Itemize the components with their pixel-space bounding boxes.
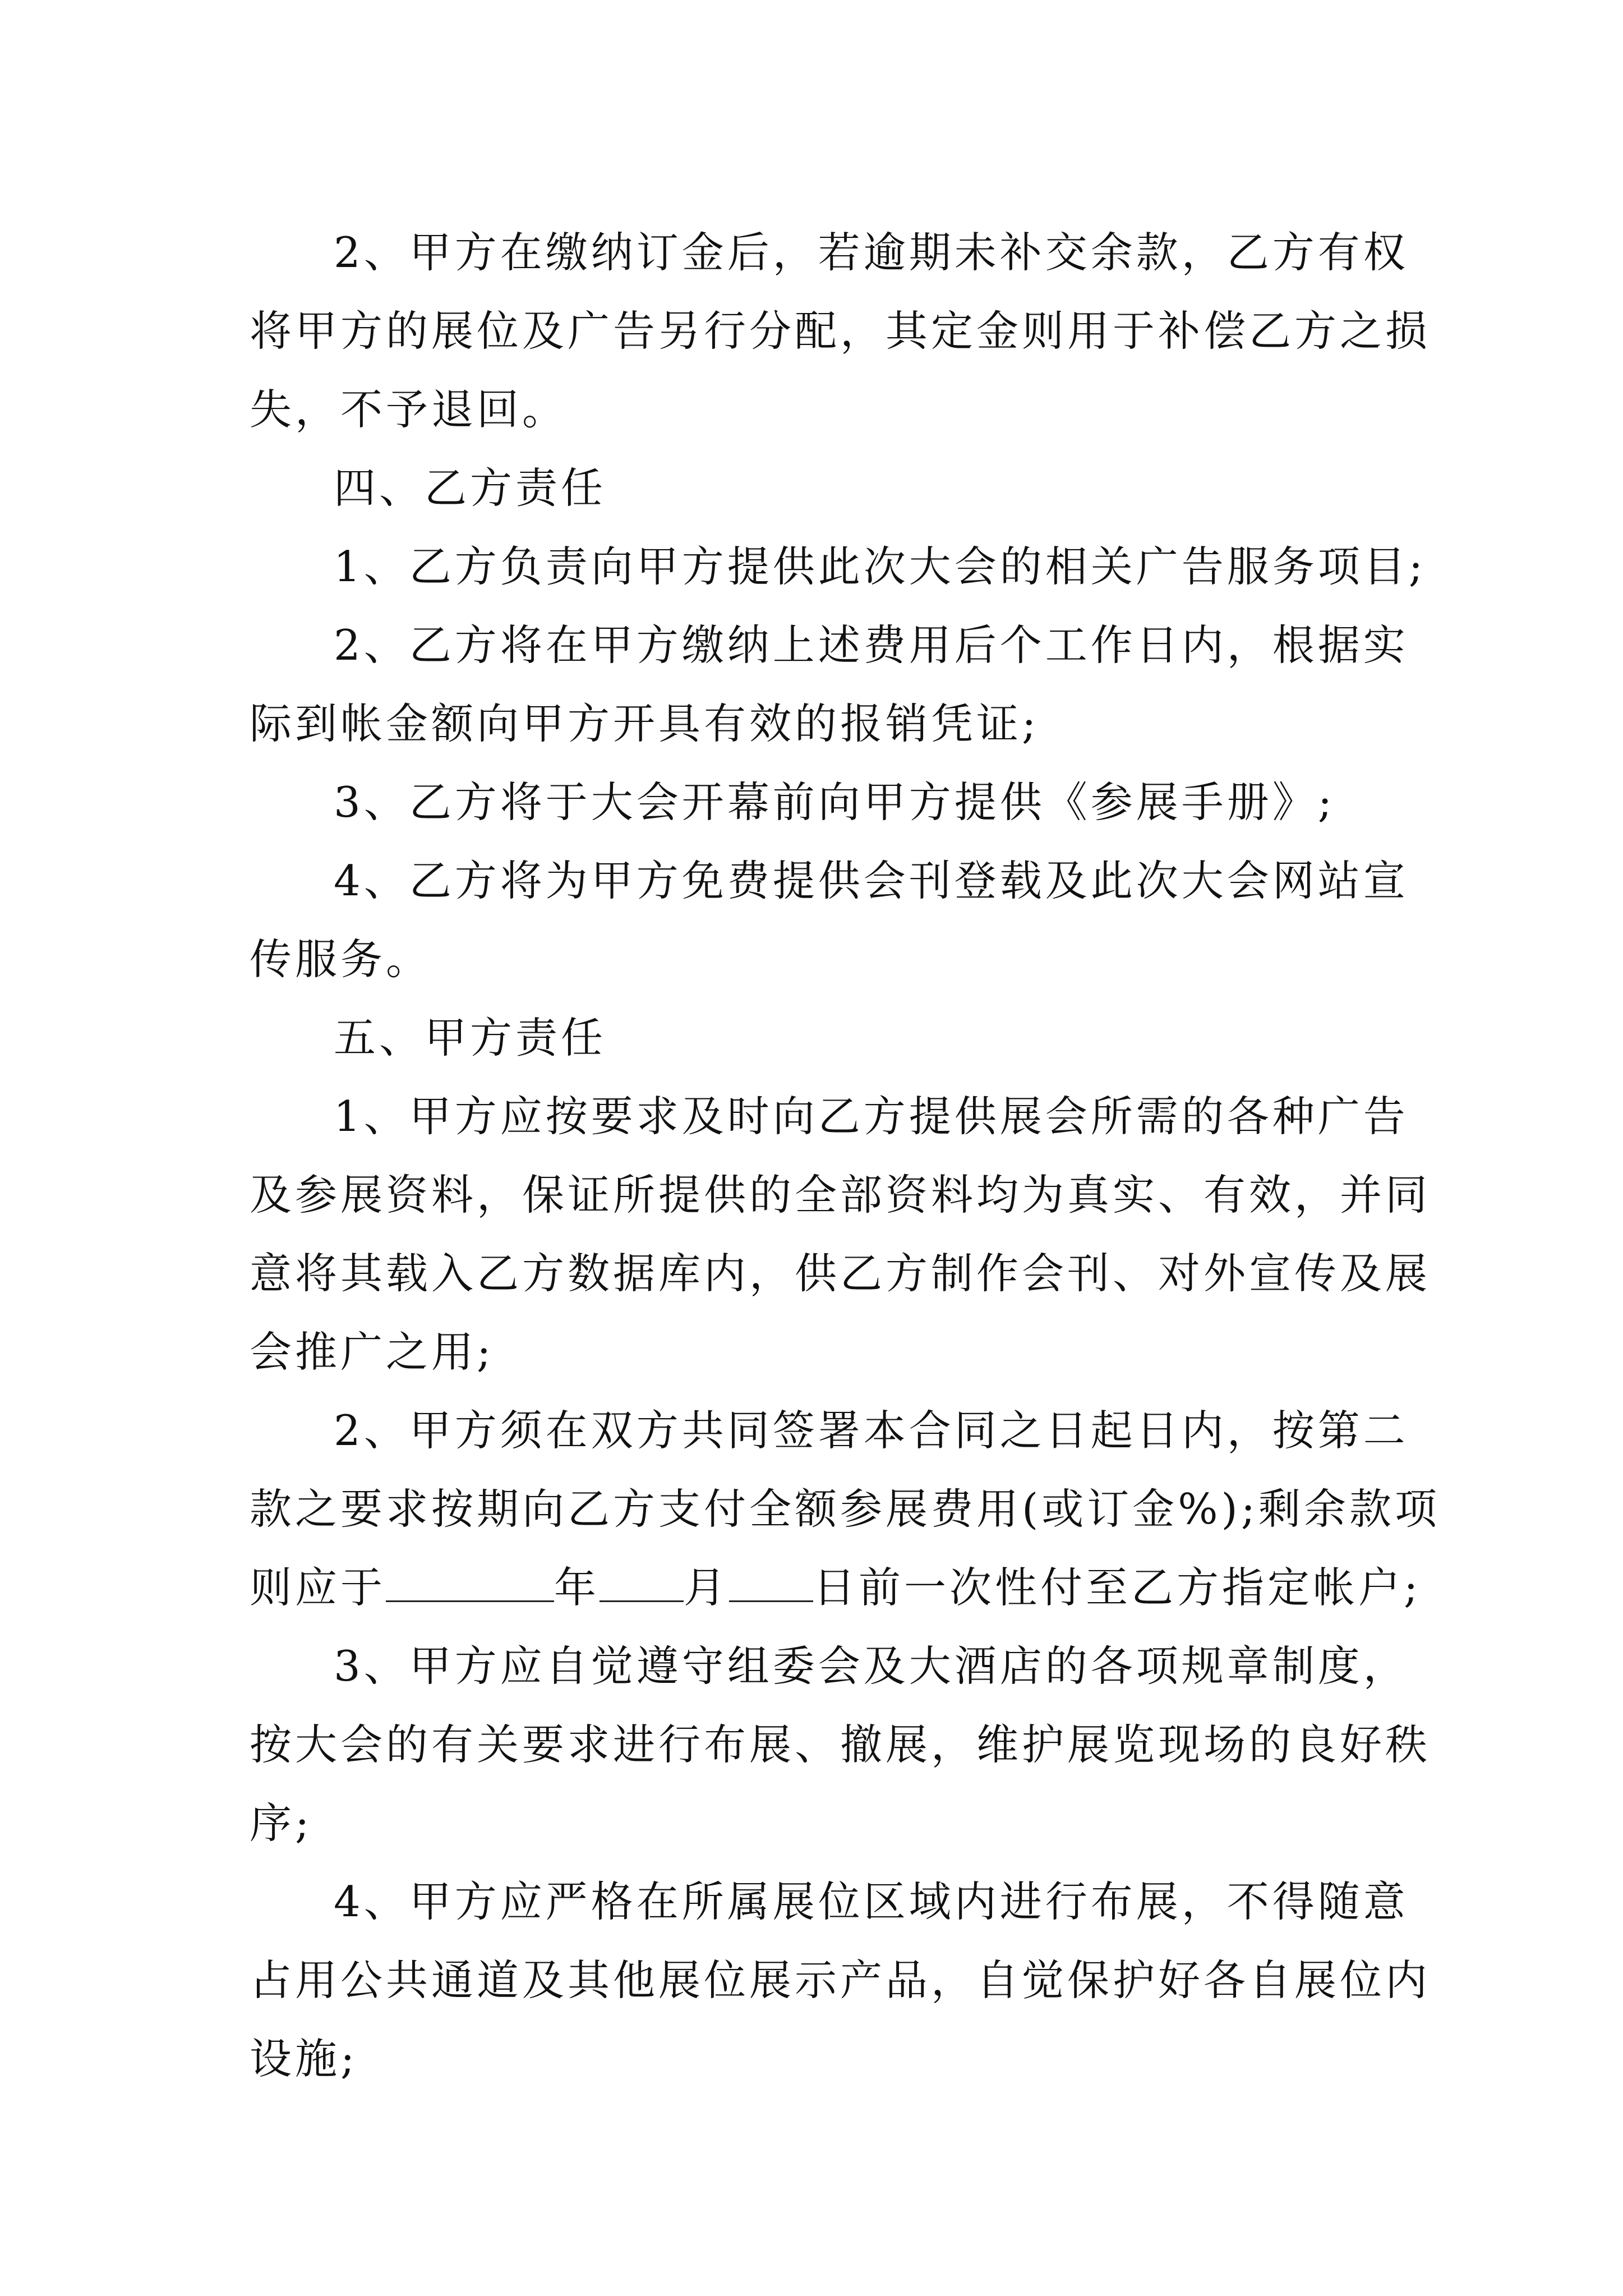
text-fragment: 月 [684, 1563, 730, 1612]
text-line: 款之要求按期向乙方支付全额参展费用(或订金%);剩余款项 [250, 1484, 1441, 1534]
clause-5-4 [250, 1862, 1431, 2098]
clause-4-2 [250, 606, 1409, 763]
clause-4-1 [250, 527, 1426, 606]
section-5-heading [250, 999, 1388, 1077]
clause-4-3 [250, 763, 1388, 841]
section-heading: 五、甲方责任 [334, 1013, 607, 1062]
month-blank [600, 1562, 684, 1602]
text-line: 设施; [250, 2034, 358, 2083]
text-line: 2、甲方在缴纳订金后，若逾期未补交余款，乙方有权 [334, 228, 1409, 277]
text-line: 意将其载入乙方数据库内，供乙方制作会刊、对外宣传及展 [250, 1249, 1431, 1298]
date-line [250, 1548, 1422, 1627]
document-body [250, 213, 1441, 2098]
text-line: 及参展资料，保证所提供的全部资料均为真实、有效，并同 [250, 1170, 1431, 1220]
text-line: 1、乙方负责向甲方提供此次大会的相关广告服务项目; [334, 542, 1426, 591]
text-line: 会推广之用; [250, 1327, 495, 1377]
clause-5-1 [250, 1077, 1431, 1391]
text-line: 3、乙方将于大会开幕前向甲方提供《参展手册》; [334, 777, 1335, 827]
clause-5-3 [250, 1627, 1431, 1862]
day-blank [729, 1562, 813, 1602]
text-line: 2、甲方须在双方共同签署本合同之日起日内，按第二 [334, 1406, 1409, 1455]
text-line: 际到帐金额向甲方开具有效的报销凭证; [250, 699, 1040, 748]
text-line: 将甲方的展位及广告另行分配，其定金则用于补偿乙方之损 [250, 306, 1431, 356]
clause-3-2 [250, 213, 1431, 449]
clause-4-4 [250, 841, 1409, 999]
text-line: 按大会的有关要求进行布展、撤展，维护展览现场的良好秩 [250, 1720, 1431, 1769]
text-line: 序; [250, 1798, 313, 1848]
text-line: 2、乙方将在甲方缴纳上述费用后个工作日内，根据实 [334, 620, 1409, 670]
text-fragment: 日前一次性付至乙方指定帐户; [813, 1563, 1422, 1612]
text-line: 1、甲方应按要求及时向乙方提供展会所需的各种广告 [334, 1092, 1409, 1141]
text-line: 4、乙方将为甲方免费提供会刊登载及此次大会网站宣 [334, 856, 1409, 905]
clause-5-2 [250, 1391, 1441, 1627]
text-line: 失，不予退回。 [250, 385, 568, 434]
section-heading: 四、乙方责任 [334, 463, 607, 513]
text-line: 占用公共通道及其他展位展示产品，自觉保护好各自展位内 [250, 1955, 1431, 2005]
section-4-heading [250, 449, 1388, 527]
text-line: 4、甲方应严格在所属展位区域内进行布展，不得随意 [334, 1877, 1409, 1926]
text-fragment: 年 [554, 1563, 600, 1612]
text-line: 传服务。 [250, 935, 432, 984]
year-blank [386, 1562, 554, 1602]
text-fragment: 则应于 [250, 1563, 386, 1612]
text-line: 3、甲方应自觉遵守组委会及大酒店的各项规章制度， [334, 1641, 1409, 1691]
